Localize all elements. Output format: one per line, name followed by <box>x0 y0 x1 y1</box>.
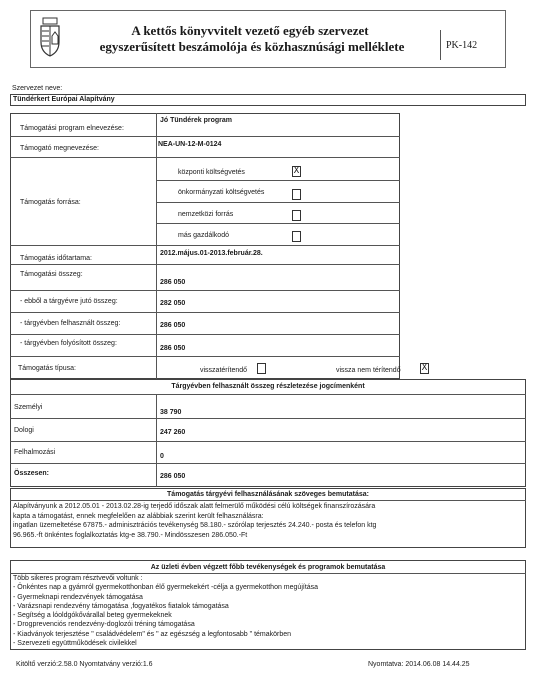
usage-line: 96.965.-ft önkéntes foglalkoztatás ktg-e 38.790.- Mindösszesen 286.050.-Ft <box>13 531 248 539</box>
activity-line: - Varázsnapi rendezvény támogatása ,fogyatékos fiatalok támogatása <box>13 602 229 610</box>
usage-line: ingatlan üzemeltetése 67875.- adminisztrációs tevékenység 58.180.- szórólap terjesztés 24.240.- posta és telefon ktg <box>13 522 377 529</box>
duration-label: Támogatás időtartama: <box>20 255 92 262</box>
program-name-value: Jó Tündérek program <box>160 117 232 124</box>
paid-amount-label: - tárgyévben folyósított összeg: <box>20 340 117 347</box>
supporter-value: NEA-UN-12-M-0124 <box>158 141 222 148</box>
breakdown-row-value: 247 260 <box>160 429 186 436</box>
source-international-label: nemzetközi forrás <box>178 211 234 218</box>
used-amount-label: - tárgyévben felhasznált összeg: <box>20 320 121 327</box>
breakdown-row-value: 38 790 <box>160 409 182 416</box>
activity-line: - Segítség a lóoldgókővárallal beteg gyermekeknek <box>13 612 172 620</box>
program-name-label: Támogatási program elnevezése: <box>20 125 124 132</box>
type-nonrefundable-label: vissza nem térítendő <box>336 367 401 374</box>
form-code: PK-142 <box>446 40 478 51</box>
breakdown-row-value: 0 <box>160 453 164 460</box>
source-central-label: központi költségvetés <box>178 169 245 176</box>
source-other-checkbox[interactable] <box>292 231 301 242</box>
activity-line: - Önkéntes nap a gyámról gyermekotthonban élő gyermekekért -célja a gyermekotthon megújítása <box>13 584 319 592</box>
source-central-checkbox[interactable]: X <box>293 166 300 176</box>
coat-of-arms-icon <box>38 16 62 60</box>
form-title-line1: A kettős könyvvitelt vezető egyéb szervezet <box>131 23 369 38</box>
source-other-label: más gazdálkodó <box>178 232 229 239</box>
type-refundable-checkbox[interactable] <box>257 363 266 374</box>
activity-line: Több sikeres program résztvevői voltunk : <box>13 575 143 582</box>
support-source-label: Támogatás forrása: <box>20 199 81 206</box>
activities-text <box>13 574 523 648</box>
source-municipal-label: önkormányzati költségvetés <box>178 189 265 196</box>
duration-value: 2012.május.01-2013.február.28. <box>160 250 263 257</box>
amount-value: 286 050 <box>160 279 186 286</box>
activity-line: - Szervezeti együttműködések civilekkel <box>13 640 137 648</box>
year-amount-value: 282 050 <box>160 300 186 307</box>
support-type-label: Támogatás típusa: <box>18 365 76 372</box>
breakdown-total-label: Összesen: <box>14 470 50 477</box>
used-amount-value: 286 050 <box>160 322 186 329</box>
year-amount-label: - ebből a tárgyévre jutó összeg: <box>20 298 118 305</box>
supporter-label: Támogató megnevezése: <box>20 145 99 152</box>
activities-heading: Az üzleti évben végzett főbb tevékenységek és programok bemutatása <box>150 564 386 571</box>
footer-printed: Nyomtatva: 2014.06.08 14.44.25 <box>368 661 470 668</box>
type-nonrefundable-checkbox[interactable]: X <box>421 363 428 373</box>
type-refundable-label: visszatérítendő <box>200 367 248 374</box>
breakdown-table <box>10 379 526 487</box>
org-name-label: Szervezet neve: <box>12 85 63 92</box>
source-international-checkbox[interactable] <box>292 210 301 221</box>
activity-line: - Gyermeknapi rendezvények támogatása <box>13 593 143 601</box>
form-title-line2: egyszerűsített beszámolója és közhasznúsági melléklete <box>99 39 405 54</box>
activity-line: - Drogprevenciós rendezvény-doglozói tréning támogatása <box>13 621 195 629</box>
usage-heading: Támogatás tárgyévi felhasználásának szöveges bemutatása: <box>167 491 369 498</box>
breakdown-row-label: Felhalmozási <box>14 449 56 456</box>
breakdown-heading: Tárgyévben felhasznált összeg részletezése jogcímenként <box>171 383 365 390</box>
breakdown-total-value: 286 050 <box>160 473 186 480</box>
breakdown-row-label: Személyi <box>14 404 43 411</box>
usage-line: Alapítványunk a 2012.05.01 - 2013.02.28-ig terjedő időszak alatt felmerülő működési célú költségek finanszírozására <box>13 503 376 510</box>
usage-text <box>13 502 523 540</box>
org-name-value: Tündérkert Európai Alapítvány <box>13 96 115 103</box>
breakdown-row-label: Dologi <box>14 427 34 434</box>
usage-line: kapta a támogatást, ennek megfelelően az alábbiak szerint került felhasználásra: <box>13 512 264 520</box>
source-municipal-checkbox[interactable] <box>292 189 301 200</box>
amount-label: Támogatási összeg: <box>20 271 83 278</box>
footer-version: Kitöltő verzió:2.58.0 Nyomtatvány verzió:1.6 <box>16 661 153 668</box>
activity-line: - Kiadványok terjesztése " családvédelem" és " az egészség a legfontosabb " témakörben <box>13 630 292 638</box>
paid-amount-value: 286 050 <box>160 345 186 352</box>
